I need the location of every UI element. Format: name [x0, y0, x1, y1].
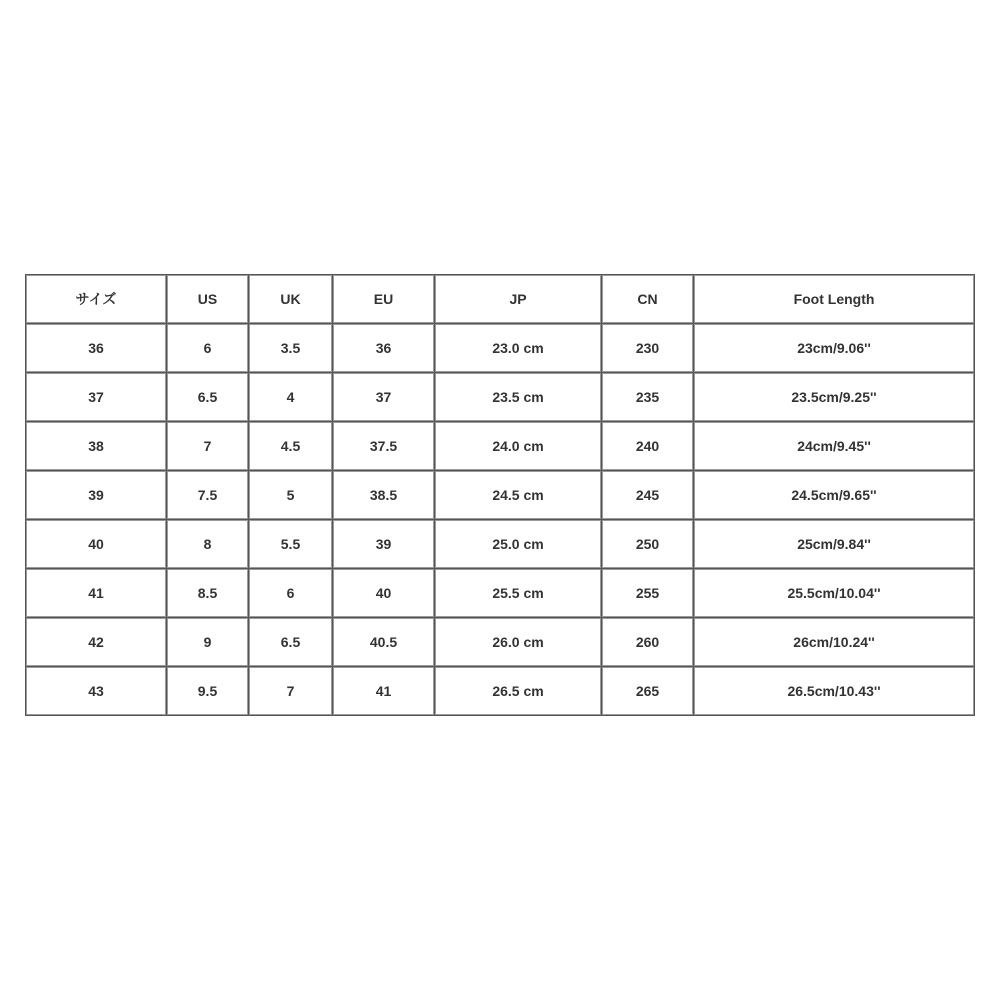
cell-jp: 26.5 cm	[435, 667, 602, 716]
header-jp: JP	[435, 275, 602, 324]
cell-eu: 39	[333, 520, 435, 569]
cell-jp: 23.0 cm	[435, 324, 602, 373]
table-row	[26, 373, 975, 422]
cell-uk: 5	[249, 471, 333, 520]
cell-us: 8.5	[167, 569, 249, 618]
cell-size: 39	[26, 471, 167, 520]
cell-cn: 240	[602, 422, 694, 471]
cell-foot-length: 26.5cm/10.43''	[694, 667, 975, 716]
cell-foot-length: 23.5cm/9.25''	[694, 373, 975, 422]
cell-jp: 25.0 cm	[435, 520, 602, 569]
cell-us: 6.5	[167, 373, 249, 422]
cell-uk: 6.5	[249, 618, 333, 667]
cell-foot-length: 23cm/9.06''	[694, 324, 975, 373]
cell-us: 9.5	[167, 667, 249, 716]
cell-eu: 37.5	[333, 422, 435, 471]
header-cn: CN	[602, 275, 694, 324]
cell-jp: 23.5 cm	[435, 373, 602, 422]
cell-cn: 245	[602, 471, 694, 520]
header-us: US	[167, 275, 249, 324]
cell-cn: 255	[602, 569, 694, 618]
cell-jp: 24.0 cm	[435, 422, 602, 471]
table-row	[26, 667, 975, 716]
cell-jp: 25.5 cm	[435, 569, 602, 618]
cell-us: 8	[167, 520, 249, 569]
table-row	[26, 618, 975, 667]
cell-foot-length: 26cm/10.24''	[694, 618, 975, 667]
cell-us: 7	[167, 422, 249, 471]
cell-uk: 4.5	[249, 422, 333, 471]
table-row	[26, 422, 975, 471]
cell-jp: 24.5 cm	[435, 471, 602, 520]
cell-size: 41	[26, 569, 167, 618]
table-row	[26, 520, 975, 569]
table-row	[26, 324, 975, 373]
header-size: サイズ	[26, 275, 167, 324]
cell-eu: 38.5	[333, 471, 435, 520]
cell-size: 42	[26, 618, 167, 667]
cell-eu: 40.5	[333, 618, 435, 667]
header-foot-length: Foot Length	[694, 275, 975, 324]
cell-uk: 6	[249, 569, 333, 618]
cell-size: 36	[26, 324, 167, 373]
cell-eu: 41	[333, 667, 435, 716]
cell-foot-length: 24cm/9.45''	[694, 422, 975, 471]
cell-cn: 260	[602, 618, 694, 667]
cell-us: 6	[167, 324, 249, 373]
cell-size: 43	[26, 667, 167, 716]
cell-eu: 37	[333, 373, 435, 422]
cell-uk: 3.5	[249, 324, 333, 373]
table-header	[26, 275, 975, 324]
cell-cn: 235	[602, 373, 694, 422]
cell-size: 40	[26, 520, 167, 569]
cell-size: 38	[26, 422, 167, 471]
cell-uk: 5.5	[249, 520, 333, 569]
cell-jp: 26.0 cm	[435, 618, 602, 667]
header-uk: UK	[249, 275, 333, 324]
table-row	[26, 471, 975, 520]
cell-uk: 4	[249, 373, 333, 422]
table-row	[26, 569, 975, 618]
cell-foot-length: 25cm/9.84''	[694, 520, 975, 569]
header-row	[26, 275, 975, 324]
table-body	[26, 324, 975, 716]
cell-cn: 265	[602, 667, 694, 716]
cell-us: 7.5	[167, 471, 249, 520]
cell-cn: 230	[602, 324, 694, 373]
cell-cn: 250	[602, 520, 694, 569]
cell-eu: 40	[333, 569, 435, 618]
header-eu: EU	[333, 275, 435, 324]
cell-foot-length: 24.5cm/9.65''	[694, 471, 975, 520]
cell-uk: 7	[249, 667, 333, 716]
cell-eu: 36	[333, 324, 435, 373]
size-chart-table	[25, 274, 975, 716]
cell-us: 9	[167, 618, 249, 667]
cell-size: 37	[26, 373, 167, 422]
cell-foot-length: 25.5cm/10.04''	[694, 569, 975, 618]
